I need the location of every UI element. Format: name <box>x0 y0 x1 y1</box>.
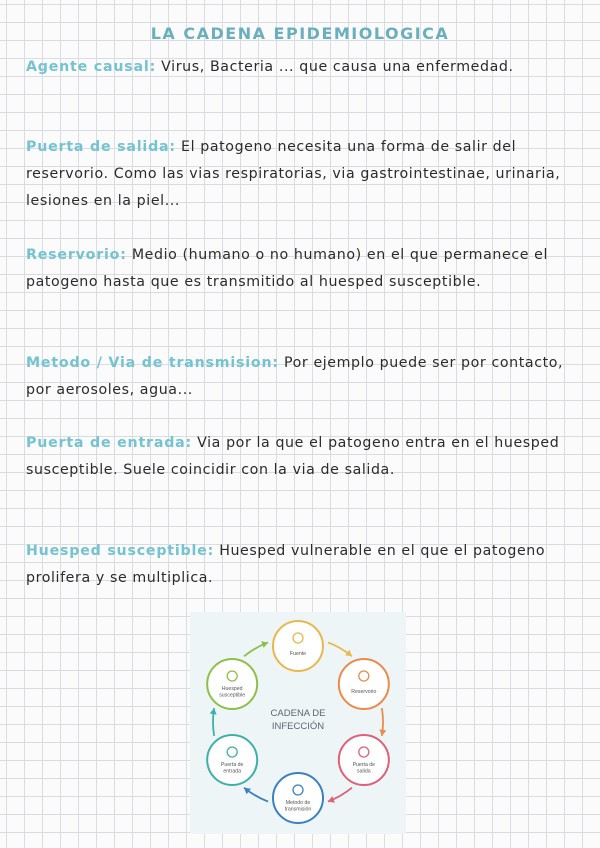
section-text: El patogeno necesita una forma de salir del reservorio. Como las vias respiratorias, via gastrointestinae, urinaria, lesiones en la piel... <box>26 139 561 209</box>
chain-node-circle <box>207 659 257 709</box>
chain-node <box>339 659 389 709</box>
chain-node <box>207 659 257 709</box>
chain-node-circle <box>339 659 389 709</box>
section-heading: Reservorio: <box>26 247 127 263</box>
section-heading: Puerta de entrada: <box>26 435 193 451</box>
chain-node-label: Metodo de <box>285 800 311 806</box>
section-puerta-de-salida <box>26 134 574 215</box>
infection-chain-diagram <box>190 612 406 834</box>
chain-node-label-2: transmisión <box>284 806 312 813</box>
section-heading: Huesped susceptible: <box>26 543 215 559</box>
chain-node <box>207 735 257 785</box>
section-agente-causal <box>26 54 574 81</box>
section-text: Por ejemplo puede ser por contacto, por aerosoles, agua... <box>26 355 564 398</box>
chain-node-circle <box>339 735 389 785</box>
chain-node-label-2: entrada <box>223 768 241 775</box>
chain-node-label: Puerta de <box>352 762 376 768</box>
section-reservorio <box>26 242 574 296</box>
section-metodo-transmision <box>26 350 574 404</box>
chain-node-circle <box>273 621 323 671</box>
chain-node <box>273 621 323 671</box>
chain-node-label: Reservorio <box>351 689 377 695</box>
page-title: LA CADENA EPIDEMIOLOGICA <box>150 24 450 43</box>
infection-chain-svg <box>190 612 406 834</box>
chain-arrow-head <box>244 788 251 795</box>
section-heading: Metodo / Via de transmision: <box>26 355 279 371</box>
chain-node <box>339 735 389 785</box>
section-text: Huesped vulnerable en el que el patogeno prolifera y se multiplica. <box>26 543 546 586</box>
center-title-line1: CADENA DE <box>270 708 326 719</box>
section-text: Medio (humano o no humano) en el que permanece el patogeno hasta que es transmitido al huesped susceptible. <box>26 247 549 290</box>
section-heading: Puerta de salida: <box>26 139 176 155</box>
chain-node-label: Fuente <box>289 651 307 657</box>
section-huesped-susceptible <box>26 538 574 592</box>
section-heading: Agente causal: <box>26 59 157 75</box>
chain-node-label: Huesped <box>221 686 243 692</box>
center-title-line2: INFECCIÓN <box>271 721 325 732</box>
chain-node-circle <box>273 773 323 823</box>
section-text: Via por la que el patogeno entra en el huesped susceptible. Suele coincidir con la via de salida. <box>26 435 560 478</box>
chain-node-label: Puerta de <box>220 762 244 768</box>
section-text: Virus, Bacteria ... que causa una enfermedad. <box>161 59 514 75</box>
chain-node <box>273 773 323 823</box>
chain-arrow-head <box>345 650 352 657</box>
chain-node-label-2: susceptible <box>219 692 246 699</box>
section-puerta-de-entrada <box>26 430 574 484</box>
chain-node-label-2: salida <box>357 768 371 775</box>
chain-node-circle <box>207 735 257 785</box>
